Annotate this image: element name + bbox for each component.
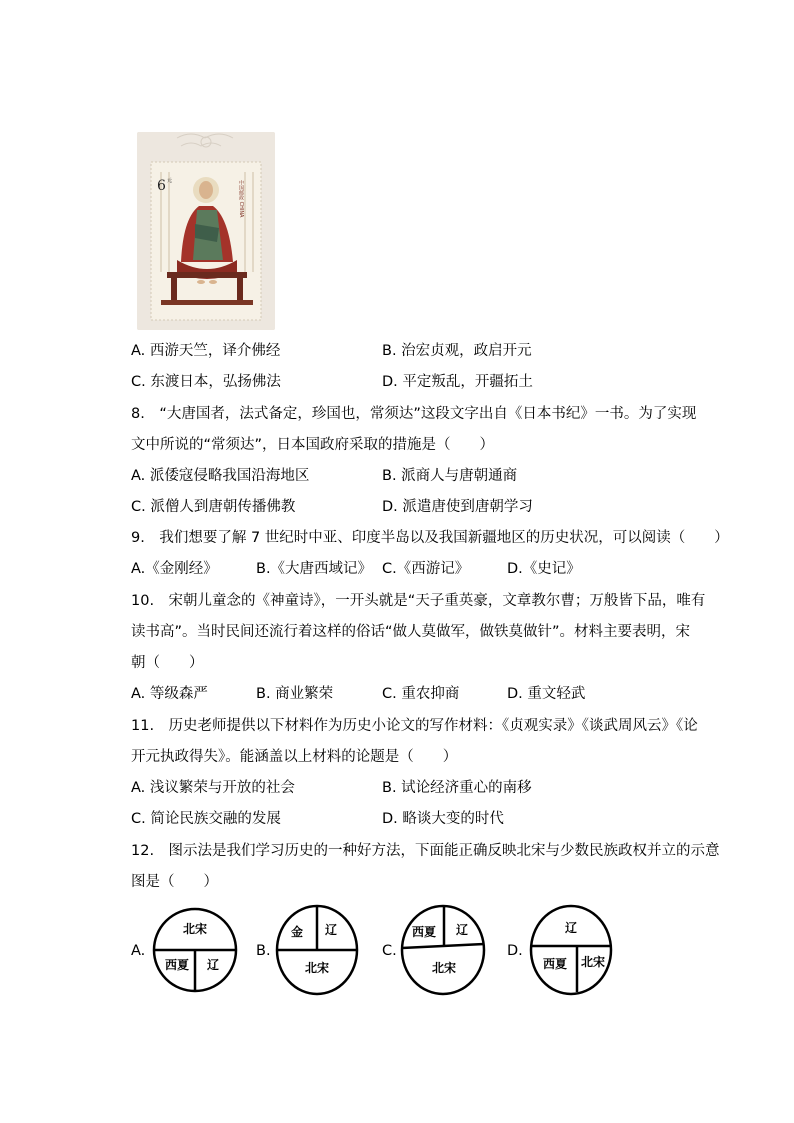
q11-option-b[interactable]: B. 试论经济重心的南移 — [382, 780, 532, 796]
diagram-a-top-label: 北宋 — [182, 922, 208, 936]
monk-stamp-image — [137, 132, 275, 330]
diagram-b-top-left-label: 金 — [290, 925, 304, 939]
q12-option-b-letter[interactable]: B. — [256, 943, 271, 959]
q9-option-c[interactable]: C.《西游记》 — [382, 561, 470, 577]
diagram-b-top-right-label: 辽 — [324, 923, 338, 937]
q7-option-c[interactable]: C. 东渡日本，弘扬佛法 — [131, 374, 281, 390]
diagram-d-top-label: 辽 — [564, 921, 578, 935]
q12-diagram-d[interactable] — [529, 904, 613, 996]
q7-option-b[interactable]: B. 治宏贞观，政启开元 — [382, 343, 532, 359]
diagram-c-top-left-label: 西夏 — [411, 925, 437, 939]
q12-option-d-letter[interactable]: D. — [507, 943, 523, 959]
q11-option-d[interactable]: D. 略谈大变的时代 — [382, 811, 504, 827]
q7-option-a[interactable]: A. 西游天竺，译介佛经 — [131, 343, 281, 359]
q9-option-d[interactable]: D.《史记》 — [507, 561, 581, 577]
diagram-a-bottom-left-label: 西夏 — [164, 958, 190, 972]
q11-stem-line-2: 开元执政得失》。能涵盖以上材料的论题是（ ） — [131, 749, 458, 765]
q10-stem-line-1: 10. 宋朝儿童念的《神童诗》，一开头就是“天子重英豪，文章教尔曹；万般皆下品，唯有 — [131, 593, 706, 609]
q9-option-a[interactable]: A.《金刚经》 — [131, 561, 218, 577]
q8-stem-line-1: 8. “大唐国者，法式备定，珍国也，常须达”这段文字出自《日本书纪》一书。为了实现 — [131, 406, 697, 422]
q8-stem-line-2: 文中所说的“常须达”，日本国政府采取的措施是（ ） — [131, 437, 495, 453]
diagram-b-bottom-label: 北宋 — [304, 961, 330, 975]
q12-diagram-a[interactable] — [152, 907, 238, 993]
q10-option-a[interactable]: A. 等级森严 — [131, 686, 208, 702]
monk-stamp-illustration — [137, 132, 275, 330]
q12-option-c-letter[interactable]: C. — [382, 943, 397, 959]
q11-option-c[interactable]: C. 简论民族交融的发展 — [131, 811, 281, 827]
q12-option-a-letter[interactable]: A. — [131, 943, 146, 959]
q10-stem-line-3: 朝（ ） — [131, 655, 204, 671]
q7-option-d[interactable]: D. 平定叛乱，开疆拓土 — [382, 374, 533, 390]
q12-stem-line-1: 12. 图示法是我们学习历史的一种好方法，下面能正确反映北宋与少数民族政权并立的示意 — [131, 843, 720, 859]
q8-option-c[interactable]: C. 派僧人到唐朝传播佛教 — [131, 499, 296, 515]
q12-diagram-c[interactable] — [400, 904, 486, 996]
q10-option-d[interactable]: D. 重文轻武 — [507, 686, 586, 702]
diagram-c-top-right-label: 辽 — [455, 923, 469, 937]
q10-option-c[interactable]: C. 重农抑商 — [382, 686, 460, 702]
q11-option-a[interactable]: A. 浅议繁荣与开放的社会 — [131, 780, 295, 796]
q9-stem-line-1: 9. 我们想要了解 7 世纪时中亚、印度半岛以及我国新疆地区的历史状况，可以阅读（ ） — [131, 530, 729, 546]
svg-text:元: 元 — [167, 178, 173, 184]
diagram-d-bottom-left-label: 西夏 — [542, 957, 568, 971]
q12-stem-line-2: 图是（ ） — [131, 874, 218, 890]
q10-option-b[interactable]: B. 商业繁荣 — [256, 686, 334, 702]
diagram-c-bottom-label: 北宋 — [431, 961, 457, 975]
q8-option-d[interactable]: D. 派遣唐使到唐朝学习 — [382, 499, 533, 515]
q8-option-b[interactable]: B. 派商人与唐朝通商 — [382, 468, 518, 484]
q10-stem-line-2: 读书高”。当时民间还流行着这样的俗话“做人莫做军，做铁莫做针”。材料主要表明，宋 — [131, 624, 691, 640]
diagram-a-bottom-right-label: 辽 — [206, 958, 220, 972]
q9-option-b[interactable]: B.《大唐西域记》 — [256, 561, 373, 577]
stamp-issuer: 中国邮政 CHINA — [238, 180, 244, 218]
diagram-d-bottom-right-label: 北宋 — [580, 955, 606, 969]
stamp-denomination: 6 — [157, 178, 166, 194]
q8-option-a[interactable]: A. 派倭寇侵略我国沿海地区 — [131, 468, 310, 484]
q11-stem-line-1: 11. 历史老师提供以下材料作为历史小论文的写作材料：《贞观实录》《谈武周风云》《论 — [131, 718, 698, 734]
q12-diagram-b[interactable] — [275, 904, 359, 996]
